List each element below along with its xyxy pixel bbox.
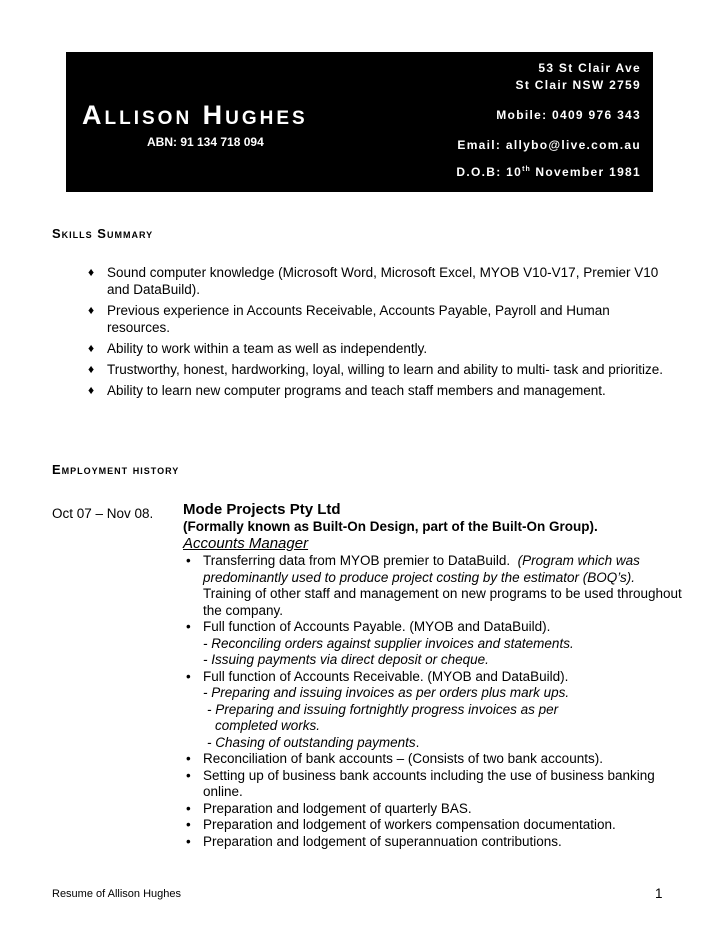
duty-note: (Program which was predominantly used to produce project costing by the estimator (BOQ’s). (203, 553, 640, 585)
date-of-birth (456, 165, 641, 179)
company-former-name: (Formally known as Built-On Design, part of the Built-On Group). (183, 518, 598, 534)
employment-history-heading: Employment history (52, 462, 180, 477)
bullet-icon: • (186, 751, 191, 766)
list-item (183, 751, 683, 768)
dob-prefix: D.O.B: 10 (456, 165, 523, 179)
skill-text: Ability to learn new computer programs and teach staff members and management. (107, 383, 606, 398)
duty-subitem: completed works. (215, 718, 321, 733)
list-item (183, 801, 683, 818)
list-item (183, 768, 683, 801)
list-item (183, 669, 683, 752)
abn-number: ABN: 91 134 718 094 (147, 135, 264, 149)
diamond-bullet-icon: ♦ (88, 383, 95, 397)
duty-subitem: - Preparing and issuing fortnightly progress invoices as per (207, 701, 559, 717)
skills-list (88, 264, 668, 403)
job-title: Accounts Manager (183, 535, 309, 552)
duty-subitem: - Reconciling orders against supplier invoices and statements. (203, 635, 574, 651)
duties-list (183, 553, 683, 850)
resume-header (66, 52, 653, 192)
list-item (88, 382, 668, 399)
diamond-bullet-icon: ♦ (88, 265, 95, 279)
bullet-icon: • (186, 767, 191, 783)
duty-text: Training of other staff and management on new programs to be used throughout the company. (203, 586, 682, 618)
duty-subitem-text: - Chasing of outstanding payments (207, 734, 416, 750)
email-address: Email: allybo@live.com.au (457, 138, 641, 152)
list-item (88, 264, 668, 298)
bullet-icon: • (186, 553, 191, 568)
duty-text: Full function of Accounts Receivable. (MYOB and DataBuild). (203, 668, 569, 684)
list-item (88, 340, 668, 357)
dob-ordinal: th (522, 166, 531, 173)
bullet-icon: • (186, 817, 191, 832)
skills-summary-heading: Skills Summary (52, 226, 154, 241)
duty-text: Preparation and lodgement of quarterly BAS. (203, 800, 472, 816)
list-item (183, 834, 683, 851)
address-line-1: 53 St Clair Ave (538, 61, 641, 75)
bullet-icon: • (186, 668, 191, 684)
address-line-2: St Clair NSW 2759 (515, 78, 641, 92)
job-entry (183, 502, 683, 850)
diamond-bullet-icon: ♦ (88, 341, 95, 355)
skill-text: Ability to work within a team as well as independently. (107, 341, 428, 356)
applicant-name: Allison Hughes (82, 100, 308, 130)
duty-text: Reconciliation of bank accounts – (Consists of two bank accounts). (203, 751, 603, 766)
bullet-icon: • (186, 619, 191, 634)
duty-text: Setting up of business bank accounts including the use of business banking online. (203, 767, 655, 799)
skill-text: Previous experience in Accounts Receivable, Accounts Payable, Payroll and Human resources. (107, 303, 610, 335)
duty-subitem-end: . (415, 734, 420, 750)
employment-period: Oct 07 – Nov 08. (52, 506, 154, 521)
mobile-number: Mobile: 0409 976 343 (496, 108, 641, 122)
list-item (183, 553, 683, 619)
skill-text: Trustworthy, honest, hardworking, loyal, willing to learn and ability to multi- task and prioritize. (107, 362, 663, 377)
duty-text: Preparation and lodgement of workers compensation documentation. (203, 817, 616, 832)
duty-subitem: - Preparing and issuing invoices as per orders plus mark ups. (203, 685, 570, 700)
list-item (88, 302, 668, 336)
diamond-bullet-icon: ♦ (88, 362, 95, 376)
footer-label: Resume of Allison Hughes (52, 888, 182, 900)
duty-subitem: - Issuing payments via direct deposit or cheque. (203, 652, 489, 667)
skill-text: Sound computer knowledge (Microsoft Word, Microsoft Excel, MYOB V10-V17, Premier V10 and DataBuild). (107, 265, 659, 297)
list-item (183, 619, 683, 669)
page-number: 1 (655, 886, 663, 901)
bullet-icon: • (186, 800, 191, 816)
duty-subitem (203, 735, 683, 752)
bullet-icon: • (186, 833, 191, 849)
list-item (183, 817, 683, 834)
company-name: Mode Projects Pty Ltd (183, 501, 341, 518)
dob-suffix: November 1981 (530, 165, 641, 179)
list-item (88, 361, 668, 378)
duty-text: Full function of Accounts Payable. (MYOB and DataBuild). (203, 619, 551, 634)
diamond-bullet-icon: ♦ (88, 303, 95, 317)
duty-text: Transferring data from MYOB premier to DataBuild. (203, 553, 511, 568)
duty-text: Preparation and lodgement of superannuation contributions. (203, 833, 562, 849)
